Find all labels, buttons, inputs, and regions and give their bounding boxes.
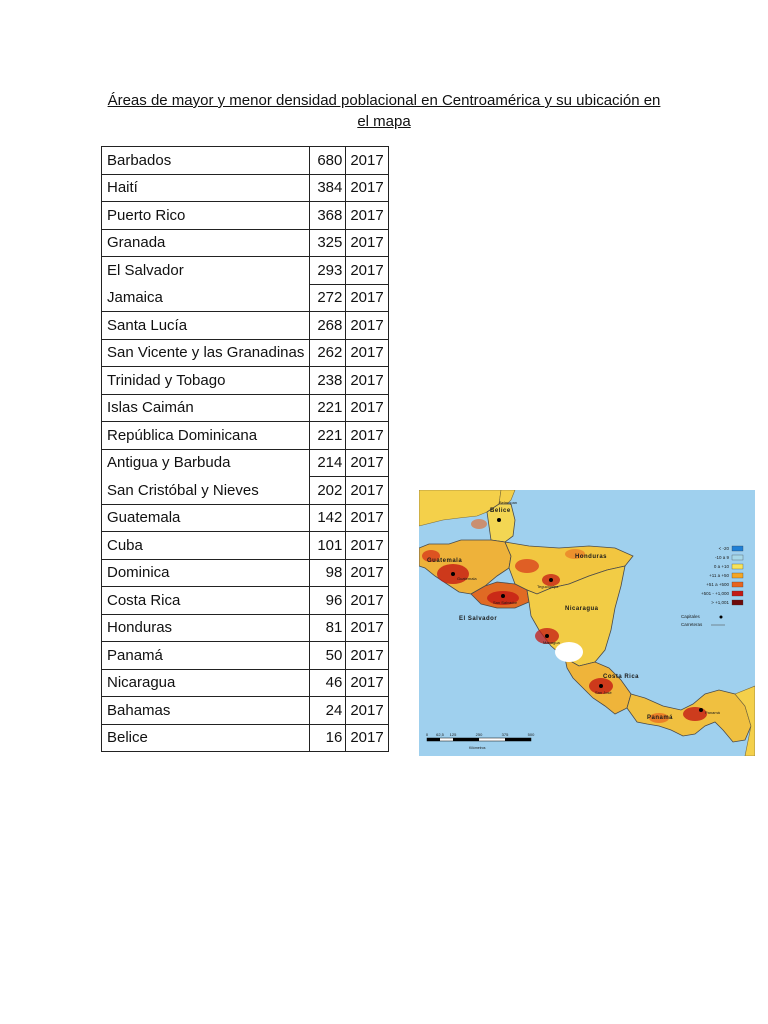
cell-year: 2017 [346,339,388,367]
scale-bar-segment [453,738,479,741]
cell-country: Trinidad y Tobago [102,367,310,395]
table-row [102,257,389,285]
table-row [102,642,389,670]
cell-value: 142 [310,504,346,532]
cell-country: Cuba [102,532,310,560]
table-row [102,394,389,422]
table-row [102,532,389,560]
map-label-san-salvador: San Salvador [493,600,518,605]
capital-marker [501,594,505,598]
table-row [102,669,389,697]
cell-year: 2017 [346,284,388,312]
capital-marker [497,518,501,522]
cell-country: Guatemala [102,504,310,532]
cell-value: 272 [310,284,346,312]
cell-value: 46 [310,669,346,697]
cell-value: 238 [310,367,346,395]
map-svg [419,490,755,756]
cell-year: 2017 [346,642,388,670]
scale-tick-label: 250 [475,732,483,737]
cell-country: Jamaica [102,284,310,312]
map-label-belmopan: Belmopan [499,500,518,505]
table-row [102,504,389,532]
hotspot-honduras-west [515,559,539,573]
document-title: Áreas de mayor y menor densidad poblacional en Centroamérica y su ubicación en el mapa [107,92,661,130]
legend-capitals-marker [720,616,723,619]
cell-country: Haití [102,174,310,202]
cell-year: 2017 [346,174,388,202]
map-label-managua: Managua [543,640,560,645]
legend-item-label: > +1,001 [711,600,729,605]
table-row [102,697,389,725]
table-row [102,339,389,367]
density-table-body [102,147,389,752]
table-row [102,229,389,257]
table-row [102,587,389,615]
cell-country: Puerto Rico [102,202,310,230]
cell-country: Honduras [102,614,310,642]
legend-item-swatch [732,582,743,587]
cell-value: 325 [310,229,346,257]
cell-value: 96 [310,587,346,615]
table-row [102,477,389,505]
cell-year: 2017 [346,504,388,532]
legend-item-swatch [732,564,743,569]
legend-item-label: < -20 [718,546,729,551]
cell-country: Nicaragua [102,669,310,697]
map-label-costa-rica: Costa Rica [603,674,640,680]
cell-value: 293 [310,257,346,285]
map-label-panama: Panamá [647,715,674,721]
cell-value: 221 [310,394,346,422]
cell-value: 680 [310,147,346,175]
cell-year: 2017 [346,559,388,587]
cell-year: 2017 [346,257,388,285]
cell-country: Santa Lucía [102,312,310,340]
table-row [102,559,389,587]
scale-bar-segment [505,738,531,741]
legend-item-label: -10 a 9 [714,555,729,560]
table-row [102,614,389,642]
cell-country: República Dominicana [102,422,310,450]
cell-year: 2017 [346,367,388,395]
map-lake-nicaragua [555,642,583,662]
map-label-nicaragua: Nicaragua [565,606,599,612]
cell-year: 2017 [346,724,388,752]
scale-tick-label: 125 [449,732,457,737]
cell-value: 202 [310,477,346,505]
legend-item-swatch [732,600,743,605]
cell-value: 101 [310,532,346,560]
cell-year: 2017 [346,147,388,175]
cell-year: 2017 [346,614,388,642]
map-label-guatemala-city: Guatemala [457,576,477,581]
cell-year: 2017 [346,202,388,230]
legend-capitals-label: Capitales [681,614,700,619]
cell-year: 2017 [346,477,388,505]
scale-unit: Kilómetros [469,746,486,750]
table-row [102,422,389,450]
scale-tick-label: 500 [527,732,535,737]
density-table [101,146,389,752]
legend-item-label: +501 - +1,000 [700,591,729,596]
cell-country: Panamá [102,642,310,670]
cell-country: San Vicente y las Granadinas [102,339,310,367]
cell-country: Granada [102,229,310,257]
capital-marker [451,572,455,576]
scale-bar-segment [427,738,440,741]
table-row [102,367,389,395]
hotspot-panama-city [683,707,707,721]
cell-value: 262 [310,339,346,367]
cell-country: Belice [102,724,310,752]
cell-year: 2017 [346,422,388,450]
legend-item-swatch [732,555,743,560]
cell-country: Dominica [102,559,310,587]
cell-country: Islas Caimán [102,394,310,422]
cell-value: 221 [310,422,346,450]
table-row [102,147,389,175]
legend-item-swatch [732,591,743,596]
legend-item-label: +11 a +50 [709,573,729,578]
cell-country: Costa Rica [102,587,310,615]
legend-item-swatch [732,546,743,551]
table-row [102,174,389,202]
map-label-el-salvador: El Salvador [459,616,498,622]
cell-country: San Cristóbal y Nieves [102,477,310,505]
cell-year: 2017 [346,587,388,615]
cell-country: Bahamas [102,697,310,725]
table-row [102,724,389,752]
capital-marker [545,634,549,638]
cell-value: 50 [310,642,346,670]
cell-year: 2017 [346,697,388,725]
cell-value: 214 [310,449,346,477]
cell-value: 384 [310,174,346,202]
capital-marker [599,684,603,688]
map-label-guatemala: Guatemala [427,558,463,564]
table-row [102,449,389,477]
scale-tick-label: 375 [501,732,509,737]
map-label-belice: Belice [490,508,511,514]
cell-year: 2017 [346,449,388,477]
cell-value: 368 [310,202,346,230]
cell-year: 2017 [346,312,388,340]
scale-tick-label: 62,5 [436,732,444,737]
map-label-honduras: Honduras [575,554,608,560]
map-label-tegucigalpa: Tegucigalpa [537,584,559,589]
capital-marker [699,708,703,712]
legend-roads-label: Carreteras [681,622,703,627]
capital-marker [549,578,553,582]
cell-value: 81 [310,614,346,642]
cell-value: 16 [310,724,346,752]
cell-country: El Salvador [102,257,310,285]
table-row [102,284,389,312]
cell-value: 24 [310,697,346,725]
population-density-map [419,490,755,756]
table-row [102,202,389,230]
table-row [102,312,389,340]
cell-value: 98 [310,559,346,587]
cell-value: 268 [310,312,346,340]
legend-item-label: +51 a +500 [706,582,729,587]
map-label-san-jose: San José [595,690,612,695]
hotspot-north [471,519,487,529]
map-label-panama-city: Panamá [705,710,720,715]
cell-year: 2017 [346,669,388,697]
legend-item-label: 0 a +10 [713,564,729,569]
cell-country: Barbados [102,147,310,175]
scale-tick-label: 0 [425,732,429,737]
cell-year: 2017 [346,229,388,257]
cell-year: 2017 [346,394,388,422]
legend-item-swatch [732,573,743,578]
cell-country: Antigua y Barbuda [102,449,310,477]
cell-year: 2017 [346,532,388,560]
